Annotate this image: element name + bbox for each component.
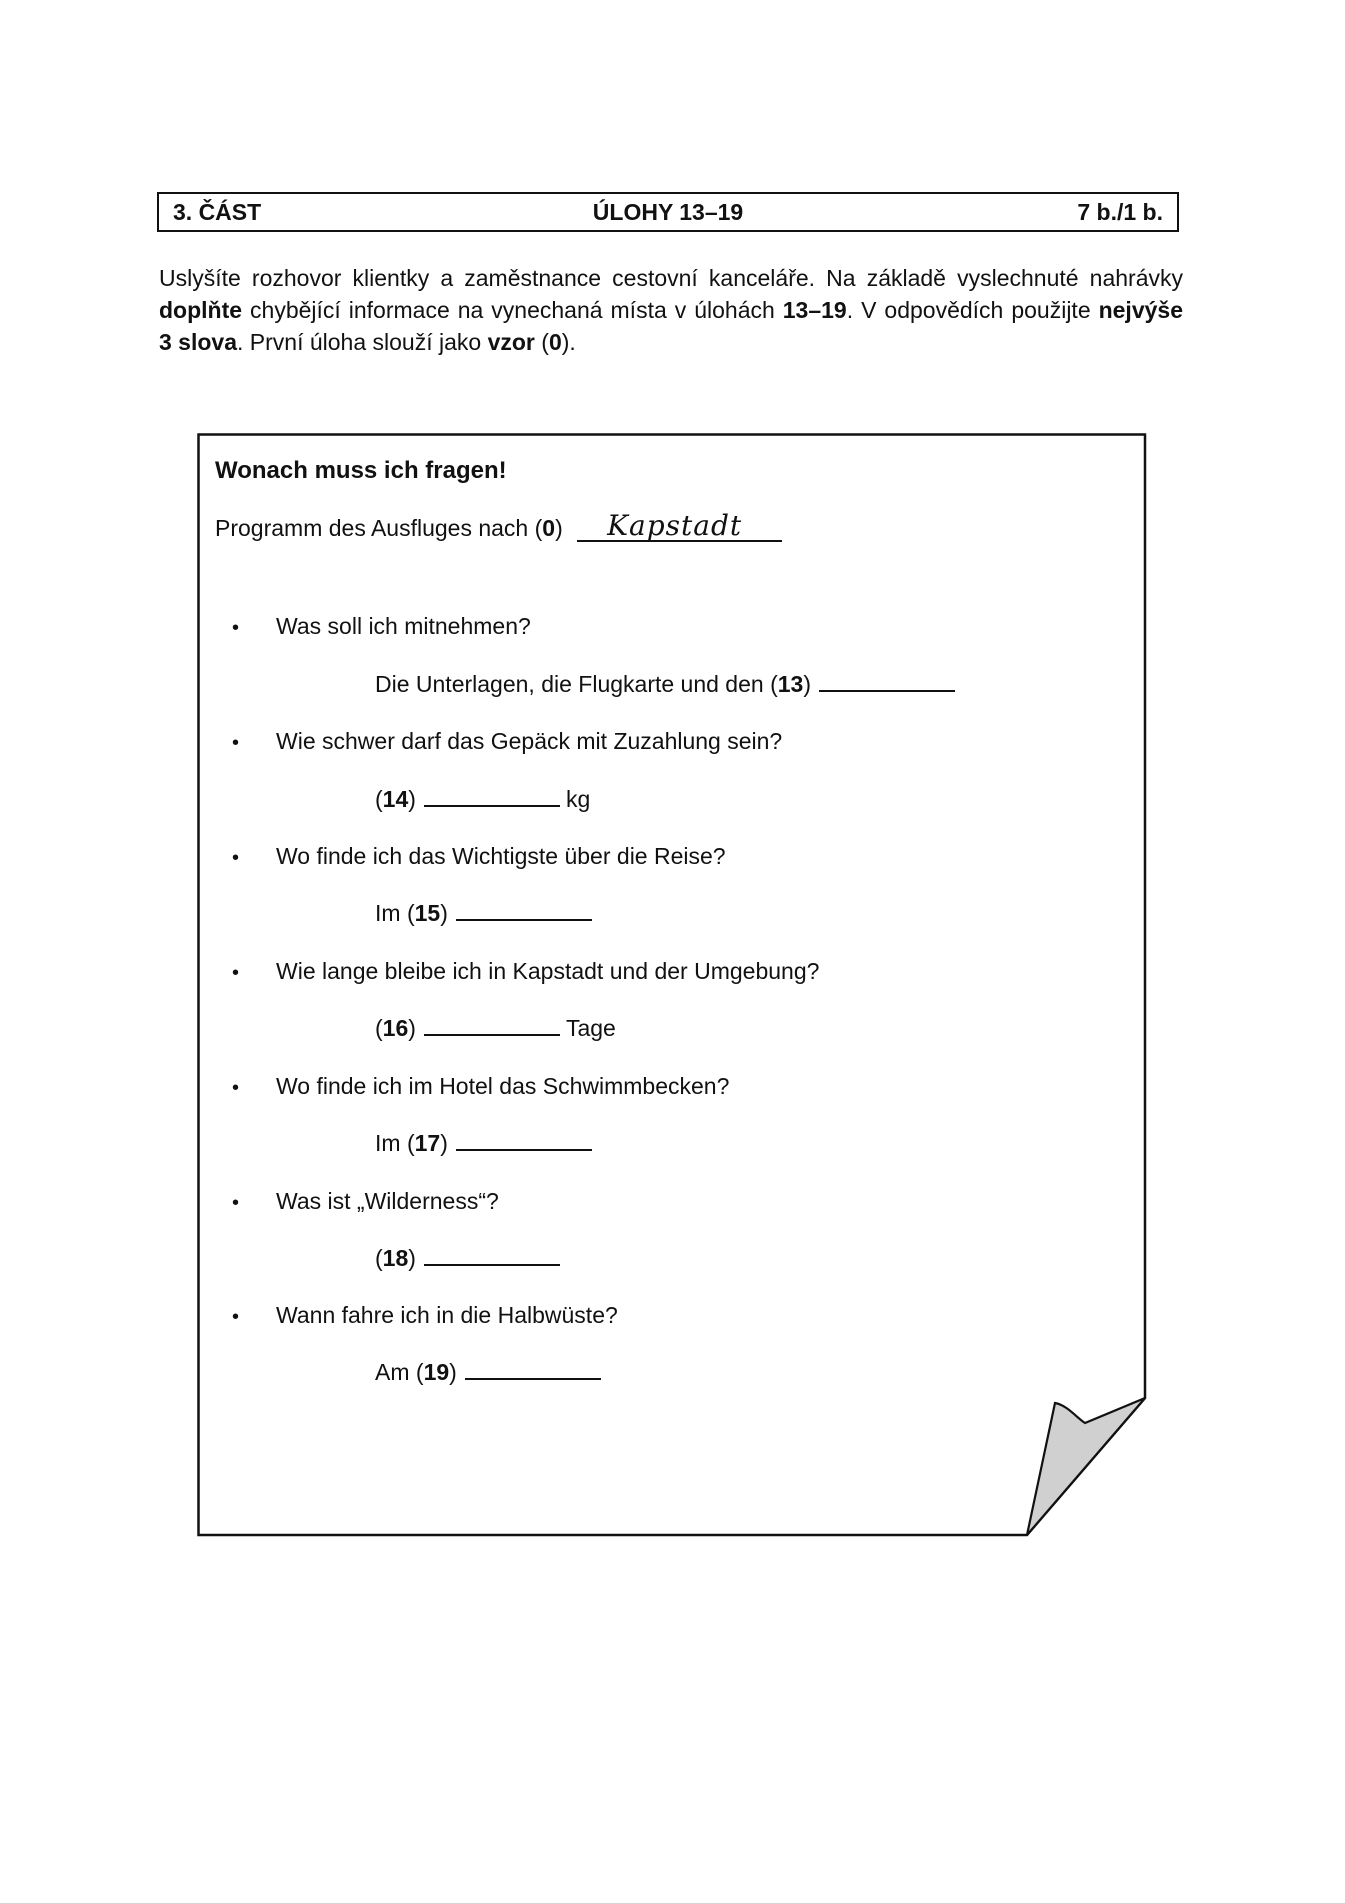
bullet-icon: • xyxy=(232,1077,240,1099)
example-line: Programm des Ausfluges nach (0) Kapstadt xyxy=(215,515,782,542)
answer-blank-16[interactable] xyxy=(424,1014,560,1036)
answer-line-13: Die Unterlagen, die Flugkarte und den (13) xyxy=(375,670,961,698)
question-13 xyxy=(232,613,531,640)
tasks-label: ÚLOHY 13–19 xyxy=(592,198,744,225)
question-text: Wann fahre ich in die Halbwüste? xyxy=(276,1302,618,1328)
answer-unit: kg xyxy=(565,786,591,812)
question-text: Wo finde ich das Wichtigste über die Reise? xyxy=(276,843,726,869)
question-15 xyxy=(232,843,726,870)
answer-line-17: Im (17) xyxy=(375,1129,598,1157)
instructions-text: Uslyšíte rozhovor klientky a zaměstnance cestovní kanceláře. Na základě vyslechnuté nahrávky doplňte chybějící informace na vynechaná místa v úlohách 13–19. V odpovědích použijte nejvýše 3 slova. První úloha slouží jako vzor (0). xyxy=(159,265,1183,355)
question-text: Wie lange bleibe ich in Kapstadt und der Umgebung? xyxy=(276,958,820,984)
question-text: Wie schwer darf das Gepäck mit Zuzahlung sein? xyxy=(276,728,783,754)
bullet-icon: • xyxy=(232,617,240,639)
bullet-icon: • xyxy=(232,1306,240,1328)
task-number: 18 xyxy=(382,1245,409,1271)
note-sheet-outline xyxy=(197,433,1147,1537)
question-19 xyxy=(232,1302,618,1329)
task-number: 14 xyxy=(382,786,409,812)
answer-blank-13[interactable] xyxy=(819,670,955,692)
bullet-icon: • xyxy=(232,847,240,869)
question-text: Was soll ich mitnehmen? xyxy=(276,613,531,639)
answer-blank-18[interactable] xyxy=(424,1244,560,1266)
bullet-icon: • xyxy=(232,1192,240,1214)
note-sheet xyxy=(197,433,1147,1537)
task-number: 17 xyxy=(414,1130,441,1156)
answer-unit: Tage xyxy=(565,1015,616,1041)
task-number: 13 xyxy=(777,671,804,697)
answer-blank-15[interactable] xyxy=(456,899,592,921)
example-answer: Kapstadt xyxy=(607,509,743,542)
question-18 xyxy=(232,1188,499,1215)
bullet-icon: • xyxy=(232,732,240,754)
answer-line-15: Im (15) xyxy=(375,899,598,927)
answer-blank-19[interactable] xyxy=(465,1358,601,1380)
answer-line-16: (16) Tage xyxy=(375,1015,616,1041)
task-number: 19 xyxy=(423,1359,450,1385)
answer-line-14: (14) kg xyxy=(375,786,591,812)
section-header xyxy=(157,192,1179,232)
question-16 xyxy=(232,958,819,985)
task-number: 15 xyxy=(414,900,441,926)
task-number: 16 xyxy=(382,1015,409,1041)
answer-blank-14[interactable] xyxy=(424,785,560,807)
question-text: Was ist „Wilderness“? xyxy=(276,1188,499,1214)
question-text: Wo finde ich im Hotel das Schwimmbecken? xyxy=(276,1073,730,1099)
answer-blank-17[interactable] xyxy=(456,1129,592,1151)
answer-line-18: (18) xyxy=(375,1244,566,1272)
bullet-icon: • xyxy=(232,962,240,984)
example-answer-field xyxy=(577,509,782,542)
answer-line-19: Am (19) xyxy=(375,1358,607,1386)
note-title: Wonach muss ich fragen! xyxy=(215,457,507,484)
question-14 xyxy=(232,728,782,755)
part-label: 3. ČÁST xyxy=(173,198,262,225)
question-17 xyxy=(232,1073,729,1100)
points-label: 7 b./1 b. xyxy=(1077,198,1163,225)
